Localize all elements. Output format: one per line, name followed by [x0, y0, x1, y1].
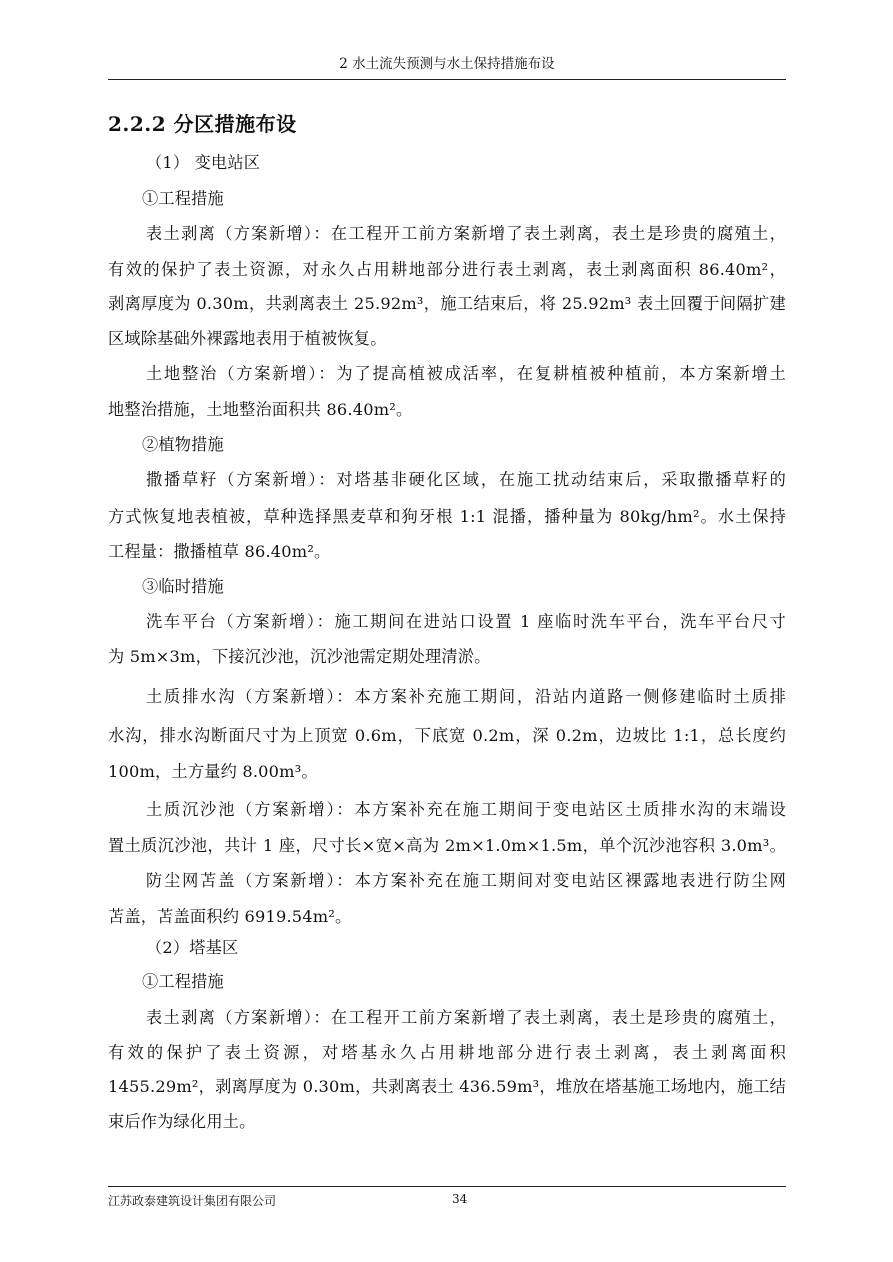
paragraph-line: 束后作为绿化用土。 — [108, 1112, 256, 1131]
footer-company: 江苏政泰建筑设计集团有限公司 — [108, 1194, 277, 1208]
measure-heading: ①工程措施 — [142, 189, 224, 208]
footer-rule — [108, 1186, 786, 1187]
paragraph-line: 土质沉沙池（方案新增）：本方案补充在施工期间于变电站区土质排水沟的末端设 — [146, 800, 786, 819]
paragraph-line: 撒播草籽（方案新增）：对塔基非硬化区域，在施工扰动结束后，采取撒播草籽的 — [146, 470, 786, 489]
paragraph-line: 置土质沉沙池，共计 1 座，尺寸长×宽×高为 2m×1.0m×1.5m，单个沉沙池容积 3.0m³。 — [108, 836, 786, 855]
paragraph-line: 方式恢复地表植被，草种选择黑麦草和狗牙根 1:1 混播，播种量为 80kg/hm²。水土保持 — [108, 507, 786, 526]
subsection-heading: （2）塔基区 — [146, 938, 239, 957]
paragraph-line: 表土剥离（方案新增）：在工程开工前方案新增了表土剥离，表土是珍贵的腐殖土， — [146, 224, 786, 243]
measure-heading: ①工程措施 — [142, 972, 224, 991]
paragraph-line: 防尘网苫盖（方案新增）：本方案补充在施工期间对变电站区裸露地表进行防尘网 — [146, 871, 786, 890]
paragraph-line: 1455.29m²，剥离厚度为 0.30m，共剥离表土 436.59m³，堆放在塔基施工场地内，施工结 — [108, 1077, 786, 1096]
page-number: 34 — [452, 1192, 468, 1206]
paragraph-line: 表土剥离（方案新增）：在工程开工前方案新增了表土剥离，表土是珍贵的腐殖土， — [146, 1008, 786, 1027]
measure-heading: ③临时措施 — [142, 577, 224, 596]
paragraph-line: 区域除基础外裸露地表用于植被恢复。 — [108, 329, 387, 348]
paragraph-line: 土质排水沟（方案新增）：本方案补充施工期间，沿站内道路一侧修建临时土质排 — [146, 687, 786, 706]
paragraph-line: 有效的保护了表土资源，对塔基永久占用耕地部分进行表土剥离，表土剥离面积 — [108, 1043, 786, 1062]
section-title: 2.2.2 分区措施布设 — [108, 112, 297, 136]
paragraph-line: 100m，土方量约 8.00m³。 — [108, 762, 318, 781]
running-header: 2 水土流失预测与水土保持措施布设 — [339, 56, 555, 72]
subsection-heading: （1） 变电站区 — [146, 153, 261, 172]
paragraph-line: 为 5m×3m，下接沉沙池，沉沙池需定期处理清淤。 — [108, 647, 491, 666]
paragraph-line: 苫盖，苫盖面积约 6919.54m²。 — [108, 907, 352, 926]
paragraph-line: 剥离厚度为 0.30m，共剥离表土 25.92m³，施工结束后，将 25.92m³ 表土回覆于间隔扩建 — [108, 294, 786, 313]
paragraph-line: 工程量：撒播植草 86.40m²。 — [108, 542, 331, 561]
paragraph-line: 有效的保护了表土资源，对永久占用耕地部分进行表土剥离，表土剥离面积 86.40m²， — [108, 260, 786, 279]
paragraph-line: 土地整治（方案新增）：为了提高植被成活率，在复耕植被种植前，本方案新增土 — [146, 364, 786, 383]
paragraph-line: 洗车平台（方案新增）：施工期间在进站口设置 1 座临时洗车平台，洗车平台尺寸 — [146, 612, 786, 631]
header-rule — [108, 79, 786, 80]
paragraph-line: 地整治措施，土地整治面积共 86.40m²。 — [108, 400, 413, 419]
paragraph-line: 水沟，排水沟断面尺寸为上顶宽 0.6m，下底宽 0.2m，深 0.2m，边坡比 1:1，总长度约 — [108, 726, 786, 745]
measure-heading: ②植物措施 — [142, 435, 224, 454]
